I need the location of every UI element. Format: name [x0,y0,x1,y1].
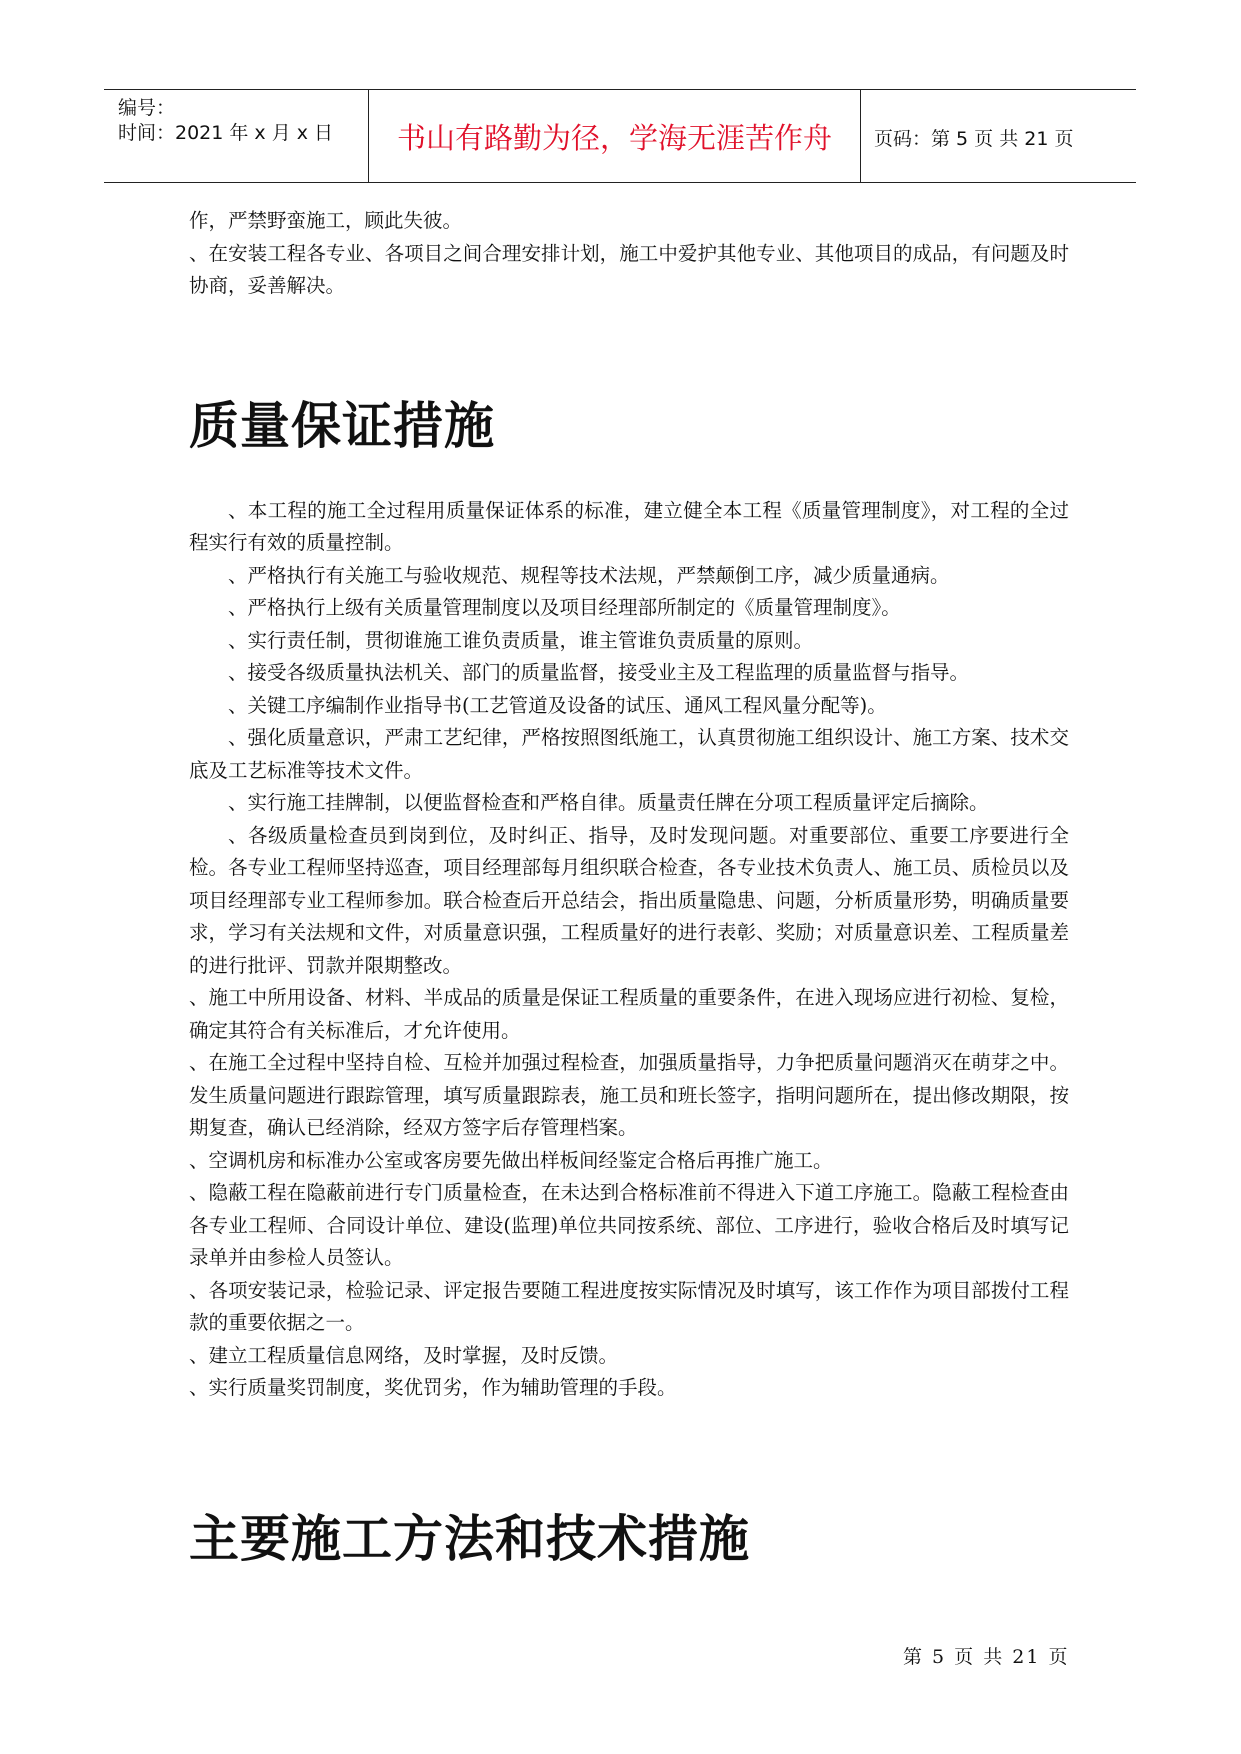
body-paragraph: 、关键工序编制作业指导书(工艺管道及设备的试压、通风工程风量分配等)。 [228,693,887,717]
body-paragraph: 、在施工全过程中坚持自检、互检并加强过程检查，加强质量指导，力争把质量问题消灭在萌芽之中。发生质量问题进行跟踪管理，填写质量跟踪表，施工员和班长签字，指明问题所在，提出修改期限，按期复查，确认已经消除，经双方签字后存管理档案。 [189,1051,1069,1139]
body-paragraph: 作，严禁野蛮施工，顾此失彼。 [189,209,463,232]
header-page-code: 页码：第 5 页 共 21 页 [874,128,1074,150]
body-paragraph: 、施工中所用设备、材料、半成品的质量是保证工程质量的重要条件，在进入现场应进行初检、复检，确定其符合有关标准后，才允许使用。 [189,986,1069,1042]
body-paragraph: 、实行施工挂牌制，以便监督检查和严格自律。质量责任牌在分项工程质量评定后摘除。 [228,791,989,814]
page-header [104,89,1136,183]
body-paragraph: 、强化质量意识，严肃工艺纪律，严格按照图纸施工，认真贯彻施工组织设计、施工方案、技术交底及工艺标准等技术文件。 [189,726,1069,782]
header-left-cell [104,90,368,182]
body-paragraph: 、建立工程质量信息网络，及时掌握，及时反馈。 [189,1343,619,1367]
section-heading-construction-methods: 主要施工方法和技术措施 [189,1509,750,1568]
body-paragraph: 、各项安装记录，检验记录、评定报告要随工程进度按实际情况及时填写，该工作作为项目部拨付工程款的重要依据之一。 [189,1278,1069,1334]
body-paragraph: 、在安装工程各专业、各项目之间合理安排计划，施工中爱护其他专业、其他项目的成品，有问题及时协商，妥善解决。 [189,241,1069,297]
body-paragraph: 、实行质量奖罚制度，奖优罚劣，作为辅助管理的手段。 [189,1376,677,1399]
header-motto: 书山有路勤为径，学海无涯苦作舟 [396,121,832,155]
document-time-label: 时间：2021 年 x 月 x 日 [118,122,334,144]
body-paragraph: 、本工程的施工全过程用质量保证体系的标准，建立健全本工程《质量管理制度》，对工程的全过程实行有效的质量控制。 [189,498,1069,554]
body-paragraph: 、接受各级质量执法机关、部门的质量监督，接受业主及工程监理的质量监督与指导。 [228,661,970,684]
body-paragraph: 、各级质量检查员到岗到位，及时纠正、指导，及时发现问题。对重要部位、重要工序要进行全检。各专业工程师坚持巡查，项目经理部每月组织联合检查，各专业技术负责人、施工员、质检员以及项目经理部专业工程师参加。联合检查后开总结会，指出质量隐患、问题，分析质量形势，明确质量要求，学习有关法规和文件，对质量意识强，工程质量好的进行表彰、奖励；对质量意识差、工程质量差的进行批评、罚款并限期整改。 [189,823,1069,977]
header-right-cell [860,90,1136,182]
body-paragraph: 、实行责任制，贯彻谁施工谁负责质量，谁主管谁负责质量的原则。 [228,628,814,652]
page-footer-number: 第 5 页 共 21 页 [903,1646,1070,1668]
header-motto-cell [368,90,861,182]
document-number-label: 编号： [118,97,176,119]
body-paragraph: 、严格执行上级有关质量管理制度以及项目经理部所制定的《质量管理制度》。 [228,596,901,619]
body-paragraph: 、隐蔽工程在隐蔽前进行专门质量检查，在未达到合格标准前不得进入下道工序施工。隐蔽工程检查由各专业工程师、合同设计单位、建设(监理)单位共同按系统、部位、工序进行，验收合格后及时填写记录单并由参检人员签认。 [189,1181,1069,1269]
document-body [189,205,1069,1571]
section-heading-quality: 质量保证措施 [189,396,495,455]
body-paragraph: 、严格执行有关施工与验收规范、规程等技术法规，严禁颠倒工序，减少质量通病。 [228,563,950,587]
body-paragraph: 、空调机房和标准办公室或客房要先做出样板间经鉴定合格后再推广施工。 [189,1148,833,1172]
